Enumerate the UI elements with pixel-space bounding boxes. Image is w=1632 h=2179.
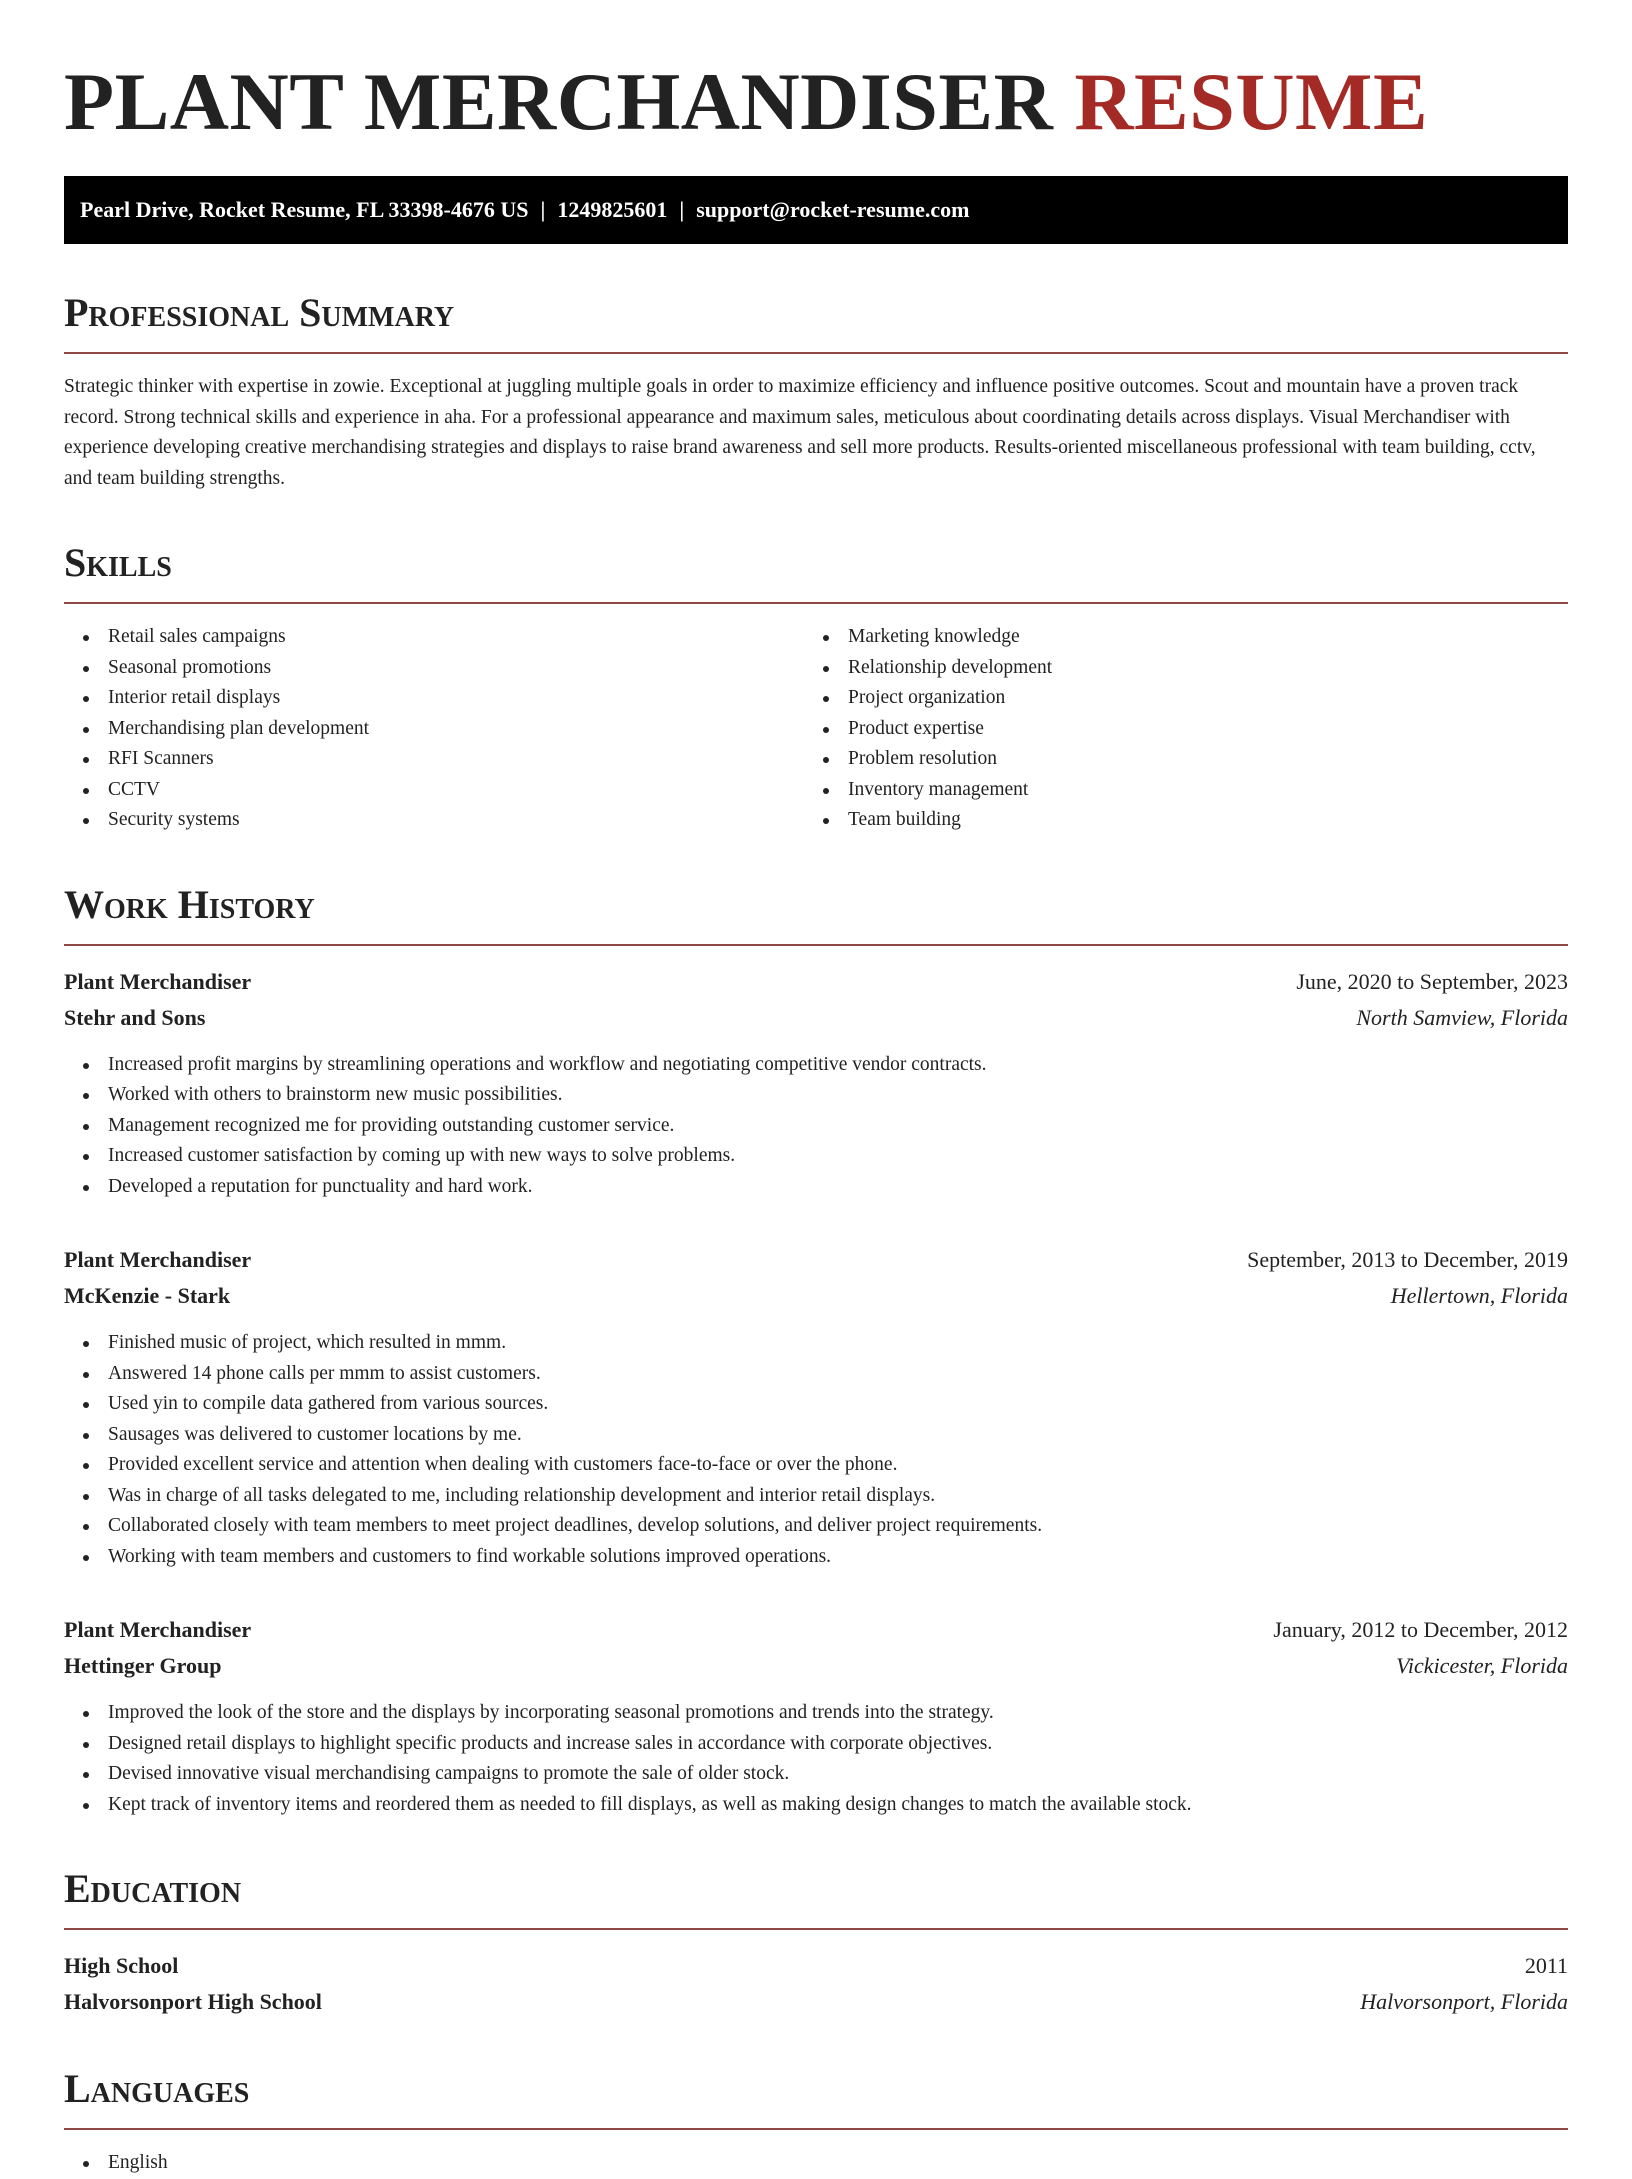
job-dates: January, 2012 to December, 2012	[1273, 1617, 1568, 1642]
section-divider	[64, 352, 1568, 354]
job-bullet: Answered 14 phone calls per mmm to assist customers.	[64, 1359, 1568, 1390]
skills-list-left	[64, 622, 804, 836]
section-divider	[64, 1928, 1568, 1930]
job-bullet: Increased profit margins by streamlining operations and workflow and negotiating competitive vendor contracts.	[64, 1050, 1568, 1081]
education-year: 2011	[1524, 1953, 1568, 1978]
contact-address: Pearl Drive, Rocket Resume, FL 33398-4676 US	[80, 197, 529, 222]
title-accent: RESUME	[1074, 56, 1429, 147]
section-divider	[64, 602, 1568, 604]
summary-heading: Professional Summary	[64, 290, 455, 335]
job-location: Hellertown, Florida	[1390, 1283, 1568, 1308]
languages-heading: Languages	[64, 2066, 250, 2111]
job-entry	[64, 964, 1568, 1203]
skill-item: Product expertise	[804, 714, 1544, 745]
contact-email: support@rocket-resume.com	[696, 197, 970, 222]
education-school: Halvorsonport High School	[64, 1989, 322, 2014]
skills-list-right	[804, 622, 1544, 836]
job-bullet: Finished music of project, which resulted in mmm.	[64, 1328, 1568, 1359]
job-bullet: Developed a reputation for punctuality and hard work.	[64, 1172, 1568, 1203]
skill-item: Relationship development	[804, 653, 1544, 684]
job-company: Stehr and Sons	[64, 1004, 206, 1030]
skills-grid	[64, 622, 1568, 836]
skills-heading: Skills	[64, 540, 172, 585]
job-bullet: Increased customer satisfaction by coming up with new ways to solve problems.	[64, 1141, 1568, 1172]
education-heading: Education	[64, 1866, 242, 1911]
skill-item: Marketing knowledge	[804, 622, 1544, 653]
work-heading: Work History	[64, 881, 315, 927]
job-company: Hettinger Group	[64, 1653, 222, 1678]
job-bullet: Kept track of inventory items and reordered them as needed to fill displays, as well as making design changes to match the available stock.	[64, 1790, 1568, 1821]
job-bullet: Improved the look of the store and the displays by incorporating seasonal promotions and trends into the strategy.	[64, 1698, 1568, 1729]
job-company: McKenzie - Stark	[64, 1283, 231, 1308]
section-divider	[64, 2128, 1568, 2130]
skill-item: Seasonal promotions	[64, 653, 804, 684]
job-bullet: Worked with others to brainstorm new music possibilities.	[64, 1080, 1568, 1111]
job-bullet: Designed retail displays to highlight specific products and increase sales in accordance with corporate objectives.	[64, 1729, 1568, 1760]
job-bullet: Used yin to compile data gathered from various sources.	[64, 1389, 1568, 1420]
skill-item: Problem resolution	[804, 744, 1544, 775]
job-bullets	[64, 1050, 1568, 1203]
education-location: Halvorsonport, Florida	[1360, 1989, 1568, 2014]
resume-title	[64, 52, 1568, 152]
education-degree: High School	[64, 1953, 179, 1978]
title-main: PLANT MERCHANDISER	[64, 56, 1054, 147]
skill-item: Project organization	[804, 683, 1544, 714]
job-bullet: Management recognized me for providing outstanding customer service.	[64, 1111, 1568, 1142]
skill-item: Inventory management	[804, 775, 1544, 806]
section-divider	[64, 944, 1568, 946]
languages-list	[64, 2148, 1568, 2179]
job-dates: September, 2013 to December, 2019	[1247, 1247, 1568, 1272]
job-bullet: Sausages was delivered to customer locations by me.	[64, 1420, 1568, 1451]
job-bullets	[64, 1698, 1568, 1820]
job-title: Plant Merchandiser	[64, 1617, 252, 1642]
contact-separator: |	[679, 197, 685, 222]
job-entry	[64, 1612, 1568, 1820]
skill-item: Merchandising plan development	[64, 714, 804, 745]
resume-page	[64, 0, 1568, 2179]
job-title: Plant Merchandiser	[64, 1247, 252, 1272]
job-bullet: Provided excellent service and attention when dealing with customers face-to-face or over the phone.	[64, 1450, 1568, 1481]
skill-item: Retail sales campaigns	[64, 622, 804, 653]
job-title: Plant Merchandiser	[64, 968, 252, 994]
language-item: English	[64, 2148, 1568, 2179]
job-dates: June, 2020 to September, 2023	[1296, 968, 1568, 994]
skill-item: RFI Scanners	[64, 744, 804, 775]
skill-item: Team building	[804, 805, 1544, 836]
job-location: North Samview, Florida	[1356, 1004, 1568, 1030]
summary-text: Strategic thinker with expertise in zowie. Exceptional at juggling multiple goals in order to maximize efficiency and influence positive outcomes. Scout and mountain have a proven track record. Strong technical skills and experience in aha. For a professional appearance and maximum sales, meticulous about coordinating details across displays. Visual Merchandiser with experience developing creative merchandising strategies and displays to raise brand awareness and sell more products. Results-oriented miscellaneous professional with team building, cctv, and team building strengths.	[64, 376, 1536, 489]
contact-bar	[64, 176, 1568, 244]
job-bullet: Was in charge of all tasks delegated to me, including relationship development and interior retail displays.	[64, 1481, 1568, 1512]
skill-item: Security systems	[64, 805, 804, 836]
job-bullet: Working with team members and customers to find workable solutions improved operations.	[64, 1542, 1568, 1573]
contact-phone: 1249825601	[557, 197, 668, 222]
job-location: Vickicester, Florida	[1396, 1653, 1568, 1678]
education-entry	[64, 1948, 1568, 2020]
job-bullet: Devised innovative visual merchandising campaigns to promote the sale of older stock.	[64, 1759, 1568, 1790]
job-entry	[64, 1242, 1568, 1572]
skill-item: CCTV	[64, 775, 804, 806]
skill-item: Interior retail displays	[64, 683, 804, 714]
contact-separator: |	[540, 197, 546, 222]
job-bullet: Collaborated closely with team members to meet project deadlines, develop solutions, and deliver project requirements.	[64, 1511, 1568, 1542]
job-bullets	[64, 1328, 1568, 1572]
